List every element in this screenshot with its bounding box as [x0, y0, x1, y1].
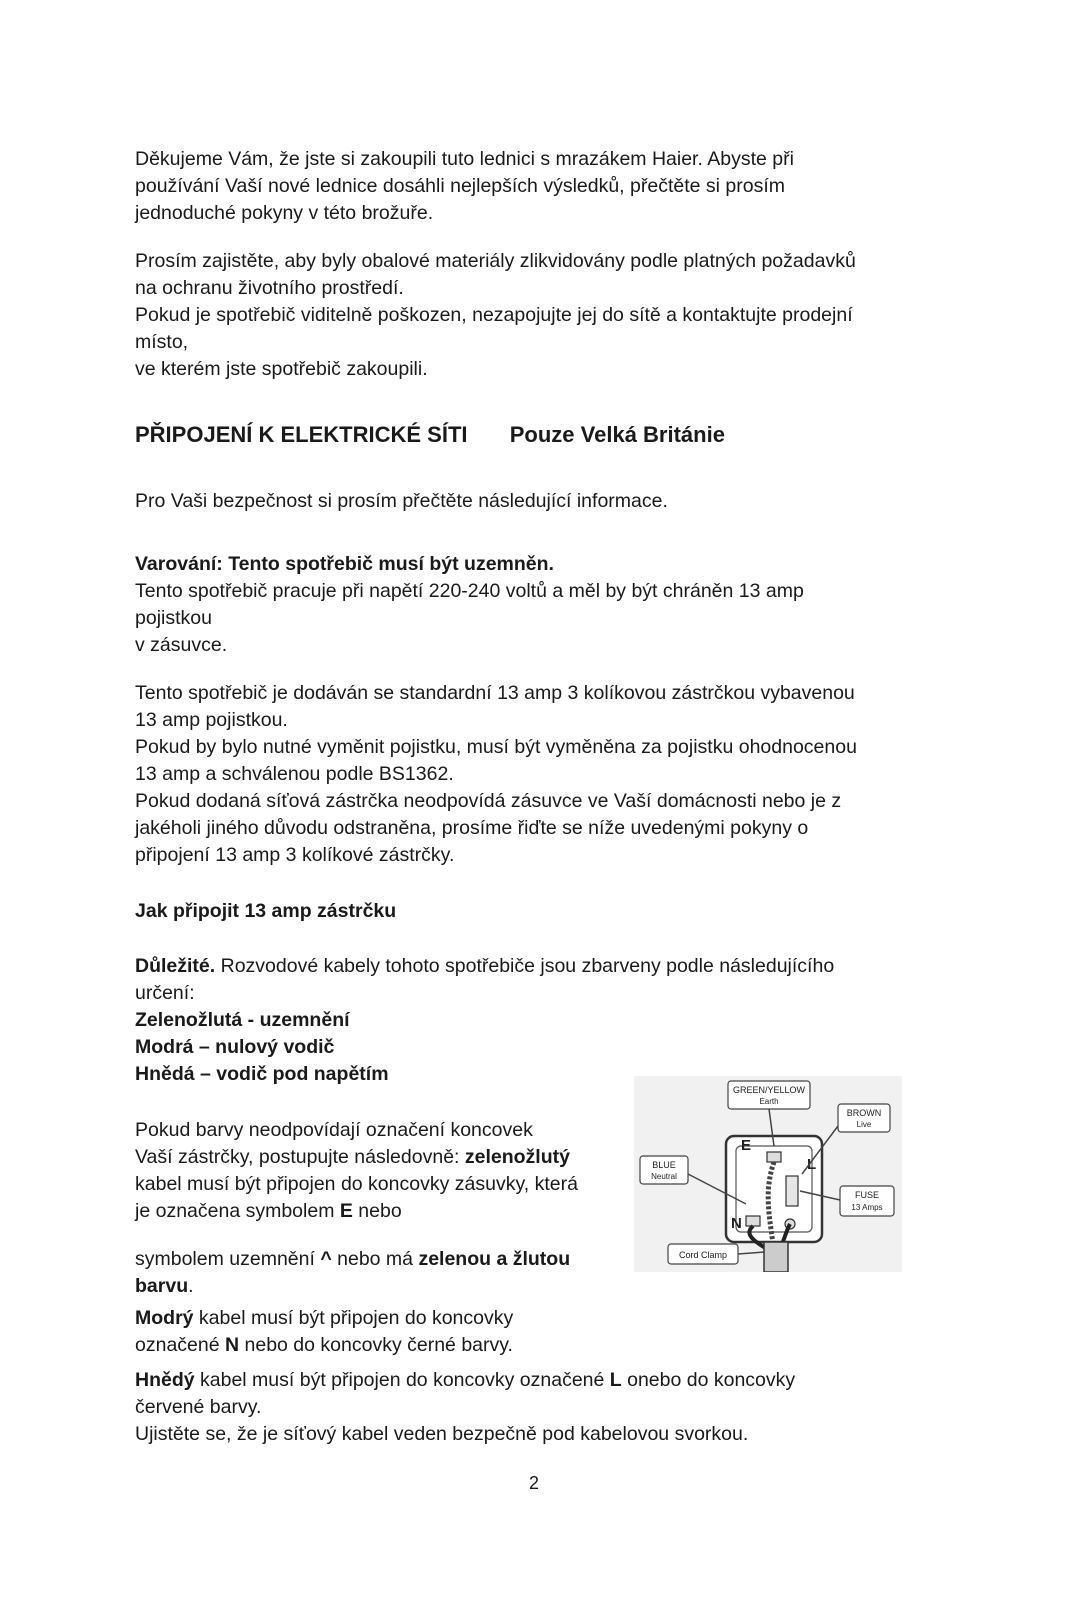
page-number: 2 — [528, 1473, 539, 1493]
important-label: Důležité. — [135, 955, 216, 977]
text-span: onebo do koncovky — [621, 1369, 796, 1391]
howto-heading: Jak připojit 13 amp zástrčku — [135, 900, 397, 922]
text-span: symbolem uzemnění — [135, 1248, 321, 1270]
color-code-earth: Zelenožlutá - uzemnění — [135, 1009, 350, 1031]
brown-paragraph — [135, 1367, 795, 1448]
text-line: Pokud je spotřebič viditelně poškozen, nezapojujte jej do sítě a kontaktujte prodejní — [135, 304, 853, 326]
text-line: na ochranu životního prostředí. — [135, 277, 404, 299]
text-span: nebo má — [331, 1248, 419, 1270]
colors-paragraph — [135, 1117, 578, 1225]
text-line: 13 amp a schválenou podle BS1362. — [135, 763, 454, 785]
text-span: Vaší zástrčky, postupujte následovně: — [135, 1146, 465, 1168]
text-bold: barvu — [135, 1275, 189, 1297]
heading-region: Pouze Velká Británie — [509, 422, 725, 447]
packaging-paragraph — [135, 248, 856, 383]
text-bold: Hnědý — [135, 1369, 195, 1391]
text-line: Děkujeme Vám, že jste si zakoupili tuto lednici s mrazákem Haier. Abyste při — [135, 148, 794, 170]
text-line: 13 amp pojistkou. — [135, 709, 288, 731]
text-line: používání Vaší nové lednice dosáhli nejlepších výsledků, přečtěte si prosím — [135, 175, 785, 197]
text-line: jednoduché pokyny v této brožuře. — [135, 202, 434, 224]
text-line: kabel musí být připojen do koncovky zásuvky, která — [135, 1173, 578, 1195]
text-line: jakéholi jiného důvodu odstraněna, prosíme řiďte se níže uvedenými pokyny o — [135, 817, 809, 839]
text-line: místo, — [135, 331, 189, 353]
text-line: ve kterém jste spotřebič zakoupili. — [135, 358, 428, 380]
text-line: Pokud dodaná síťová zástrčka neodpovídá zásuvce ve Vaší domácnosti nebo je z — [135, 790, 842, 812]
earth-paragraph — [135, 1246, 570, 1300]
earth-label-name: Earth — [759, 1097, 779, 1106]
fuse-rating: 13 Amps — [851, 1203, 883, 1212]
text-line: červené barvy. — [135, 1396, 262, 1418]
intro-paragraph — [135, 146, 794, 227]
cable-cord — [764, 1242, 788, 1272]
plug-wiring-diagram — [634, 1076, 902, 1272]
text-line: Prosím zajistěte, aby byly obalové materiály zlikvidovány podle platných požadavků — [135, 250, 856, 272]
terminal-e-label: E — [741, 1137, 752, 1154]
text-span: . — [188, 1275, 194, 1297]
text-line: v zásuvce. — [135, 634, 228, 656]
text-line: Ujistěte se, že je síťový kabel veden bezpečně pod kabelovou svorkou. — [135, 1423, 749, 1445]
blue-paragraph — [135, 1305, 513, 1359]
text-span: označené — [135, 1334, 225, 1356]
plug-info-paragraph — [135, 680, 857, 869]
terminal-l-label: L — [807, 1156, 817, 1173]
warning-paragraph — [135, 551, 804, 659]
heading-title: PŘIPOJENÍ K ELEKTRICKÉ SÍTI — [135, 422, 468, 447]
neutral-terminal — [746, 1216, 760, 1226]
earth-label-color: GREEN/YELLOW — [732, 1085, 806, 1095]
text-span: nebo do koncovky černé barvy. — [239, 1334, 513, 1356]
text-bold: zelenou a žlutou — [418, 1248, 571, 1270]
important-paragraph — [135, 953, 834, 1088]
safety-intro: Pro Vaši bezpečnost si prosím přečtěte následující informace. — [135, 490, 668, 512]
text-line: Pokud by bylo nutné vyměnit pojistku, musí být vyměněna za pojistku ohodnocenou — [135, 736, 857, 758]
important-text: Rozvodové kabely tohoto spotřebiče jsou zbarveny podle následujícího — [215, 955, 835, 977]
neutral-label-name: Neutral — [651, 1172, 677, 1181]
section-heading — [135, 421, 725, 448]
text-bold: L — [609, 1369, 622, 1391]
neutral-label-color: BLUE — [652, 1160, 676, 1170]
fuse-shape — [786, 1176, 798, 1206]
text-line: pojistkou — [135, 607, 212, 629]
text-line: určení: — [135, 982, 195, 1004]
earth-terminal — [767, 1152, 781, 1162]
cord-clamp-label: Cord Clamp — [678, 1250, 728, 1260]
live-label-name: Live — [856, 1120, 872, 1129]
text-bold: E — [339, 1200, 353, 1222]
earth-symbol: ^ — [320, 1248, 332, 1270]
color-code-neutral: Modrá – nulový vodič — [135, 1036, 335, 1058]
warning-bold: Varování: Tento spotřebič musí být uzemněn. — [135, 553, 554, 575]
text-line: připojení 13 amp 3 kolíkové zástrčky. — [135, 844, 455, 866]
text-bold: zelenožlutý — [464, 1146, 570, 1168]
text-span: kabel musí být připojen do koncovky — [193, 1307, 514, 1329]
text-line: Tento spotřebič pracuje při napětí 220-240 voltů a měl by být chráněn 13 amp — [135, 580, 804, 602]
live-label-color: BROWN — [846, 1108, 882, 1118]
text-bold: N — [225, 1334, 240, 1356]
text-line: Tento spotřebič je dodáván se standardní 13 amp 3 kolíkovou zástrčkou vybavenou — [135, 682, 855, 704]
text-line: Pokud barvy neodpovídají označení koncovek — [135, 1119, 533, 1141]
text-span: je označena symbolem — [135, 1200, 340, 1222]
text-span: kabel musí být připojen do koncovky označené — [194, 1369, 610, 1391]
color-code-live: Hnědá – vodič pod napětím — [135, 1063, 389, 1085]
terminal-n-label: N — [731, 1215, 742, 1232]
text-bold: Modrý — [135, 1307, 194, 1329]
fuse-label: FUSE — [854, 1190, 880, 1200]
text-span: nebo — [352, 1200, 402, 1222]
